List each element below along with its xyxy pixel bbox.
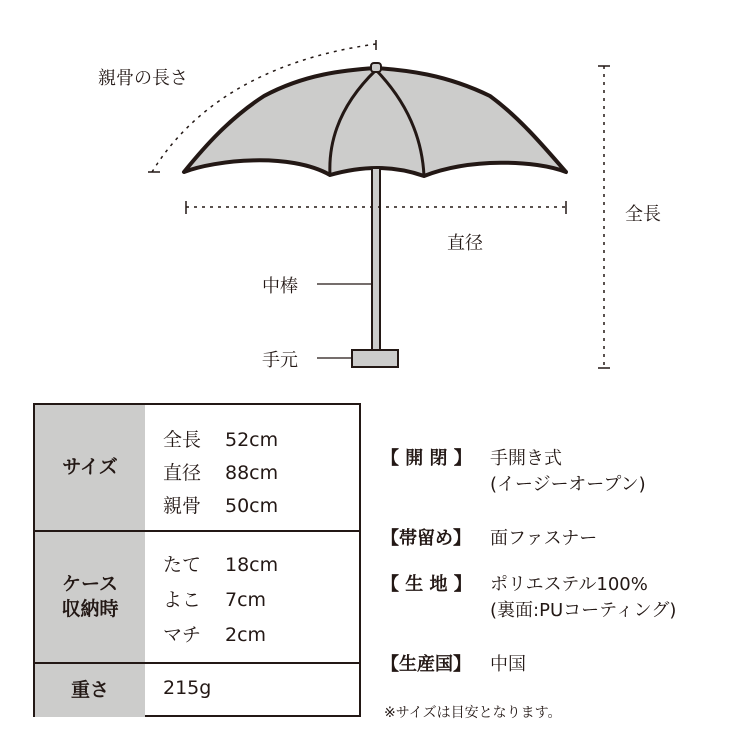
info-value-fabric: ポリエステル100%: [490, 574, 648, 595]
spec-header-weight: 重さ: [35, 664, 145, 717]
info-value-open-close: 手開き式: [490, 448, 562, 469]
spec-key: 親骨: [163, 495, 202, 517]
spec-line: [163, 491, 278, 518]
rib-length-label: 親骨の長さ: [98, 68, 188, 89]
spec-line: [163, 550, 278, 577]
info-value-open-close-sub: (イージーオープン): [490, 474, 646, 495]
spec-value: 2cm: [225, 624, 267, 646]
info-value-origin: 中国: [490, 654, 526, 675]
spec-value: 50cm: [225, 495, 279, 517]
size-note: ※サイズは目安となります。: [384, 705, 562, 721]
spec-weight-value: 215g: [163, 677, 212, 699]
spec-key: マチ: [163, 624, 202, 646]
spec-value: 52cm: [225, 429, 279, 451]
shaft-label: 中棒: [262, 276, 298, 297]
umbrella-shaft: [372, 168, 380, 352]
spec-table: [33, 403, 361, 717]
spec-header-case-line1: ケース: [61, 573, 119, 595]
info-value-fabric-sub: (裏面:PUコーティング): [490, 600, 677, 621]
info-key-open-close: 【 開 閉 】: [381, 448, 472, 469]
spec-value: 18cm: [225, 554, 279, 576]
spec-header-size: サイズ: [35, 405, 145, 530]
info-key-strap: 【帯留め】: [381, 528, 471, 549]
spec-row-case: [35, 532, 359, 664]
diameter-label: 直径: [447, 233, 483, 254]
spec-key: 直径: [163, 462, 202, 484]
umbrella-canopy: [184, 68, 566, 176]
spec-row-weight: [35, 664, 359, 717]
spec-header-case-line2: 収納時: [61, 598, 119, 620]
spec-key: よこ: [163, 589, 202, 611]
spec-values-weight: [145, 664, 359, 717]
spec-values-size: [145, 405, 359, 530]
spec-header-case: [35, 532, 145, 662]
handle-label: 手元: [262, 350, 298, 371]
spec-line: [163, 458, 278, 485]
info-key-origin: 【生産国】: [381, 654, 471, 675]
total-length-label: 全長: [625, 204, 661, 225]
spec-line: [163, 425, 278, 452]
spec-key: 全長: [163, 429, 202, 451]
spec-value: 88cm: [225, 462, 279, 484]
spec-values-case: [145, 532, 359, 662]
spec-line: [163, 620, 266, 647]
umbrella-handle: [352, 350, 398, 367]
spec-row-size: [35, 405, 359, 532]
spec-line: [163, 585, 266, 612]
spec-value: 7cm: [225, 589, 267, 611]
info-value-strap: 面ファスナー: [490, 528, 598, 549]
spec-key: たて: [163, 554, 202, 576]
info-key-fabric: 【 生 地 】: [381, 574, 472, 595]
umbrella-tip: [371, 63, 381, 72]
